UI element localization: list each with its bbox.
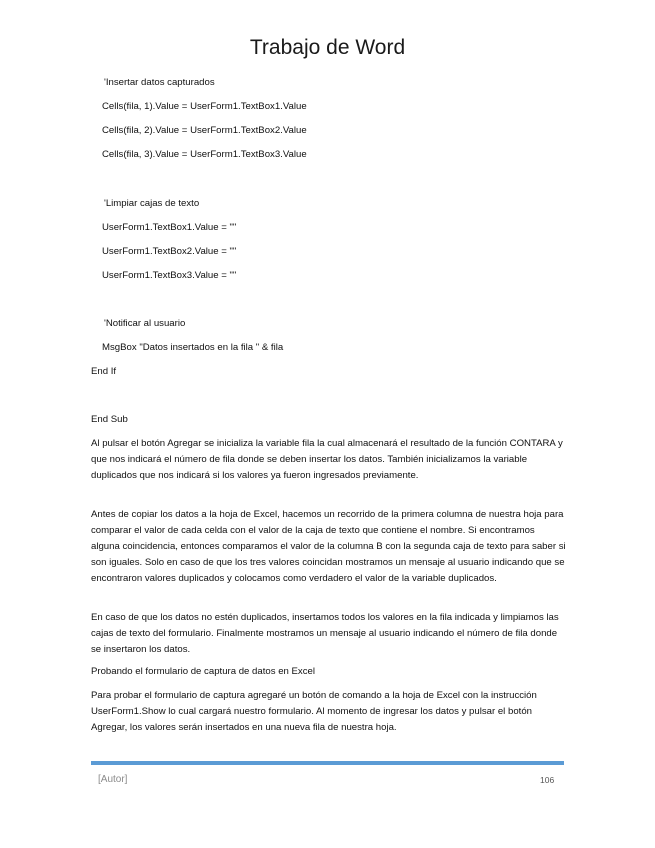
code-line: Cells(fila, 1).Value = UserForm1.TextBox1.Value [102,101,307,112]
code-line: MsgBox "Datos insertados en la fila " & fila [102,342,284,353]
code-line: UserForm1.TextBox3.Value = "" [102,270,237,281]
code-end-if: End If [91,366,117,377]
code-comment-insertar: 'Insertar datos capturados [104,77,215,88]
body-paragraph [91,610,566,658]
paragraph-no-duplicados: En caso de que los datos no estén duplicados, insertamos todos los valores en la fila indicada y limpiamos las cajas de texto del formulario. Finalmente mostramos un mensaje al usuario indicando el número de fila donde se insertaron los datos. [91,612,559,655]
footer-author: [Autor] [98,774,128,785]
paragraph-copiar: Antes de copiar los datos a la hoja de Excel, hacemos un recorrido de la primera columna de nuestra hoja para comparar el valor de cada celda con el valor de la caja de texto que contiene el nombre. Si encontramos alguna coincidencia, entonces comparamos el valor de la columna B con la segunda caja de texto para saber si son iguales. Solo en caso de que los tres valores coincidan mostramos un mensaje al usuario indicando que se encontraron valores duplicados y colocamos como verdadero el valor de la variable duplicados. [91,509,566,584]
page-title: Trabajo de Word [249,36,406,59]
code-line: Cells(fila, 2).Value = UserForm1.TextBox2.Value [102,125,307,136]
code-line: Cells(fila, 3).Value = UserForm1.TextBox3.Value [102,149,307,160]
body-paragraph [91,507,566,587]
code-end-sub: End Sub [91,414,128,425]
code-comment-notificar: 'Notificar al usuario [104,318,186,329]
page-number: 106 [540,775,555,785]
section-heading [91,664,566,680]
body-paragraph [91,436,566,484]
code-line: UserForm1.TextBox2.Value = "" [102,246,237,257]
heading-probando: Probando el formulario de captura de datos en Excel [91,666,315,677]
body-paragraph [91,688,566,736]
paragraph-probar: Para probar el formulario de captura agregaré un botón de comando a la hoja de Excel con la instrucción UserForm1.Show lo cual cargará nuestro formulario. Al momento de ingresar los datos y pulsar el botón Agregar, los valores serán insertados en una nueva fila de nuestra hoja. [91,690,537,733]
code-comment-limpiar: 'Limpiar cajas de texto [104,198,200,209]
footer-rule [91,761,564,765]
paragraph-agregar: Al pulsar el botón Agregar se inicializa la variable fila la cual almacenará el resultado de la función CONTARA y que nos indicará el número de fila donde se deben insertar los datos. También inicializamos la variable duplicados que nos indicará si los valores ya fueron ingresados previamente. [91,438,563,481]
code-line: UserForm1.TextBox1.Value = "" [102,222,237,233]
